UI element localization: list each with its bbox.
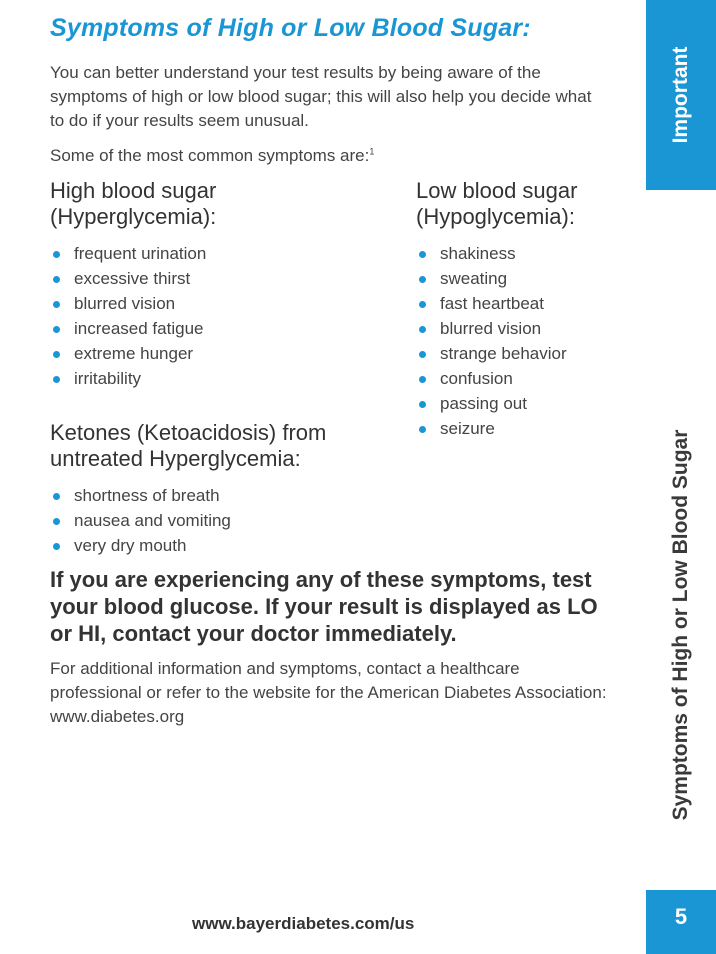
common-symptoms-text <box>50 144 374 168</box>
low-symptoms-list <box>416 241 567 441</box>
list-item: passing out <box>416 391 567 416</box>
list-item: confusion <box>416 366 567 391</box>
ketones-heading-line1: Ketones (Ketoacidosis) from <box>50 420 327 445</box>
list-item: irritability <box>50 366 206 391</box>
list-item: shortness of breath <box>50 483 231 508</box>
sidebar <box>646 0 716 954</box>
list-item: sweating <box>416 266 567 291</box>
warning-text: If you are experiencing any of these symptoms, test your blood glucose. If your result is displayed as LO or HI, contact your doctor immediately. <box>50 567 598 646</box>
list-item: strange behavior <box>416 341 567 366</box>
list-item: fast heartbeat <box>416 291 567 316</box>
intro-paragraph: You can better understand your test results by being aware of the symptoms of high or low blood sugar; this will also help you decide what to do if your results seem unusual. <box>50 63 592 130</box>
list-item: blurred vision <box>416 316 567 341</box>
high-symptoms-list <box>50 241 206 391</box>
list-item: very dry mouth <box>50 533 231 558</box>
list-item: frequent urination <box>50 241 206 266</box>
list-item: extreme hunger <box>50 341 206 366</box>
low-heading-line2: (Hypoglycemia): <box>416 204 575 229</box>
page-number-box <box>646 890 716 954</box>
list-item: excessive thirst <box>50 266 206 291</box>
low-blood-sugar-heading <box>416 178 577 230</box>
high-blood-sugar-heading <box>50 178 216 230</box>
list-item: seizure <box>416 416 567 441</box>
list-item: blurred vision <box>50 291 206 316</box>
tab-important-label: Important <box>669 46 692 144</box>
list-item: nausea and vomiting <box>50 508 231 533</box>
page-title: Symptoms of High or Low Blood Sugar: <box>50 14 531 42</box>
low-heading-line1: Low blood sugar <box>416 178 578 203</box>
footnote-marker: 1 <box>369 146 375 157</box>
page-number: 5 <box>674 904 688 929</box>
additional-info-paragraph: For additional information and symptoms, contact a healthcare professional or refer to the website for the American Diabetes Association: www.diabetes.org <box>50 659 607 726</box>
tab-section <box>646 190 716 890</box>
tab-section-label: Symptoms of High or Low Blood Sugar <box>669 429 692 821</box>
ketones-heading-line2: untreated Hyperglycemia: <box>50 446 301 471</box>
tab-important <box>646 0 716 190</box>
ketones-heading <box>50 420 326 472</box>
list-item: shakiness <box>416 241 567 266</box>
footer-url: www.bayerdiabetes.com/us <box>192 914 415 933</box>
common-symptoms-label: Some of the most common symptoms are: <box>50 146 370 165</box>
ketones-symptoms-list <box>50 483 231 558</box>
high-heading-line1: High blood sugar <box>50 178 217 203</box>
high-heading-line2: (Hyperglycemia): <box>50 204 217 229</box>
list-item: increased fatigue <box>50 316 206 341</box>
